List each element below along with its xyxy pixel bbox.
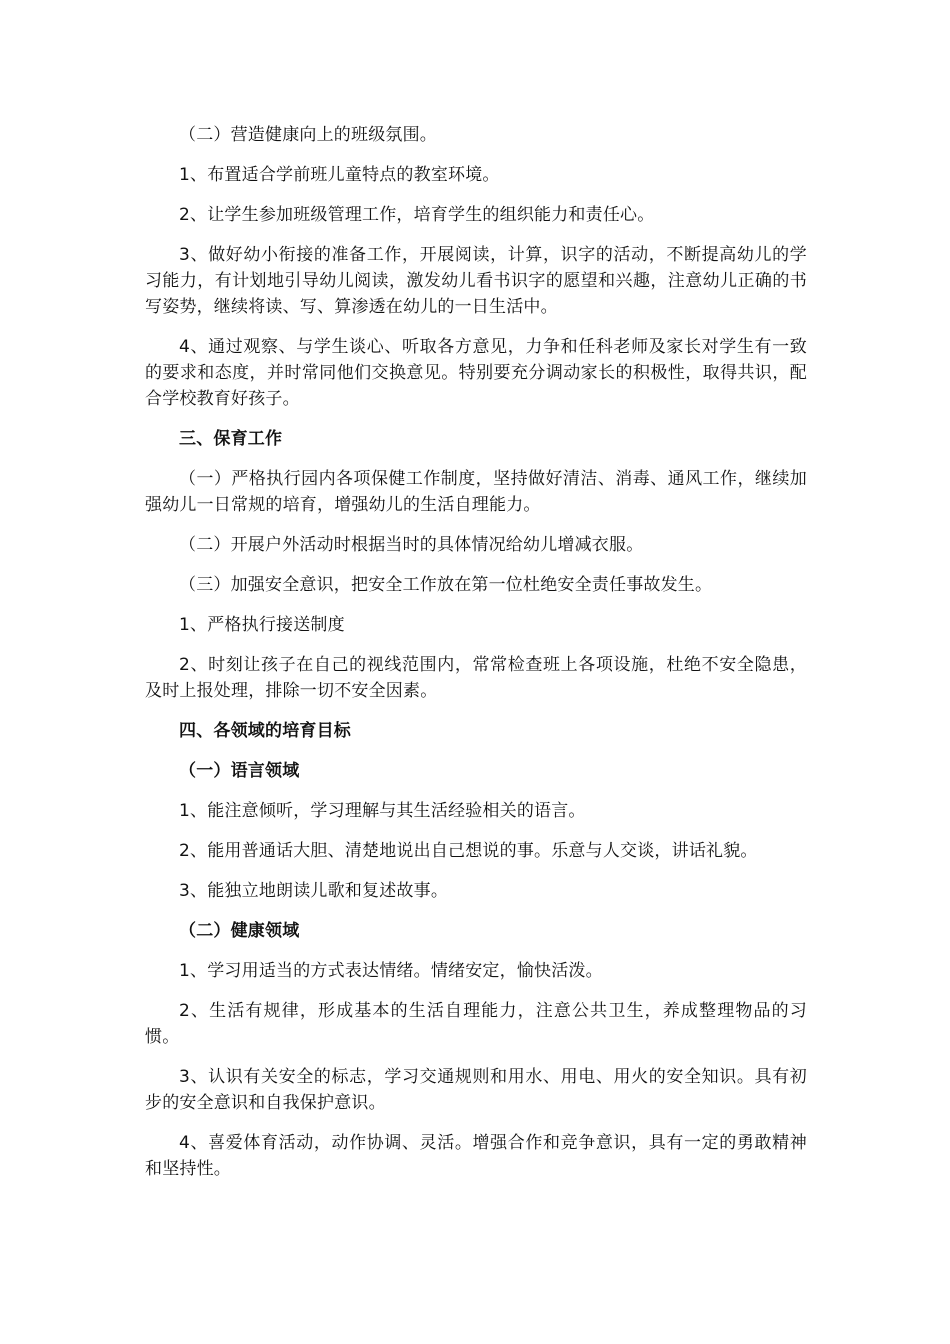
paragraph-9: 1、严格执行接送制度 bbox=[179, 615, 345, 635]
subsection-heading-health: （二）健康领域 bbox=[179, 921, 300, 941]
paragraph-1: 1、布置适合学前班儿童特点的教室环境。 bbox=[179, 165, 500, 185]
paragraph-7: （二）开展户外活动时根据当时的具体情况给幼儿增减衣服。 bbox=[179, 535, 644, 555]
section-heading-3: 三、保育工作 bbox=[179, 429, 283, 449]
paragraph-6: （一）严格执行园内各项保健工作制度，坚持做好清洁、消毒、通风工作，继续加强幼儿一日常规的培育，增强幼儿的生活自理能力。 bbox=[145, 469, 807, 515]
paragraph-15: 3、能独立地朗读儿歌和复述故事。 bbox=[179, 881, 449, 901]
paragraph-20: 4、喜爱体育活动，动作协调、灵活。增强合作和竞争意识，具有一定的勇敢精神和坚持性。 bbox=[145, 1133, 807, 1179]
section-heading-4: 四、各领域的培育目标 bbox=[179, 721, 351, 741]
paragraph-10: 2、时刻让孩子在自己的视线范围内，常常检查班上各项设施，杜绝不安全隐患，及时上报处理，排除一切不安全因素。 bbox=[145, 655, 807, 701]
paragraph-19: 3、认识有关安全的标志，学习交通规则和用水、用电、用火的安全知识。具有初步的安全意识和自我保护意识。 bbox=[145, 1067, 807, 1113]
paragraph-17: 1、学习用适当的方式表达情绪。情绪安定，愉快活泼。 bbox=[179, 961, 603, 981]
paragraph-0: （二）营造健康向上的班级氛围。 bbox=[179, 125, 437, 145]
paragraph-3: 3、做好幼小衔接的准备工作，开展阅读，计算，识字的活动，不断提高幼儿的学习能力，有计划地引导幼儿阅读，激发幼儿看书识字的愿望和兴趣，注意幼儿正确的书写姿势，继续将读、写、算渗透在幼儿的一日生活中。 bbox=[145, 245, 807, 317]
paragraph-8: （三）加强安全意识，把安全工作放在第一位杜绝安全责任事故发生。 bbox=[179, 575, 713, 595]
paragraph-2: 2、让学生参加班级管理工作，培育学生的组织能力和责任心。 bbox=[179, 205, 655, 225]
paragraph-18: 2、生活有规律，形成基本的生活自理能力，注意公共卫生，养成整理物品的习惯。 bbox=[145, 1001, 807, 1047]
paragraph-13: 1、能注意倾听，学习理解与其生活经验相关的语言。 bbox=[179, 801, 586, 821]
document-body bbox=[145, 122, 807, 1196]
paragraph-14: 2、能用普通话大胆、清楚地说出自己想说的事。乐意与人交谈，讲话礼貌。 bbox=[179, 841, 758, 861]
subsection-heading-language: （一）语言领域 bbox=[179, 761, 300, 781]
paragraph-4: 4、通过观察、与学生谈心、听取各方意见，力争和任科老师及家长对学生有一致的要求和态度，并时常同他们交换意见。特别要充分调动家长的积极性，取得共识，配合学校教育好孩子。 bbox=[145, 337, 807, 409]
